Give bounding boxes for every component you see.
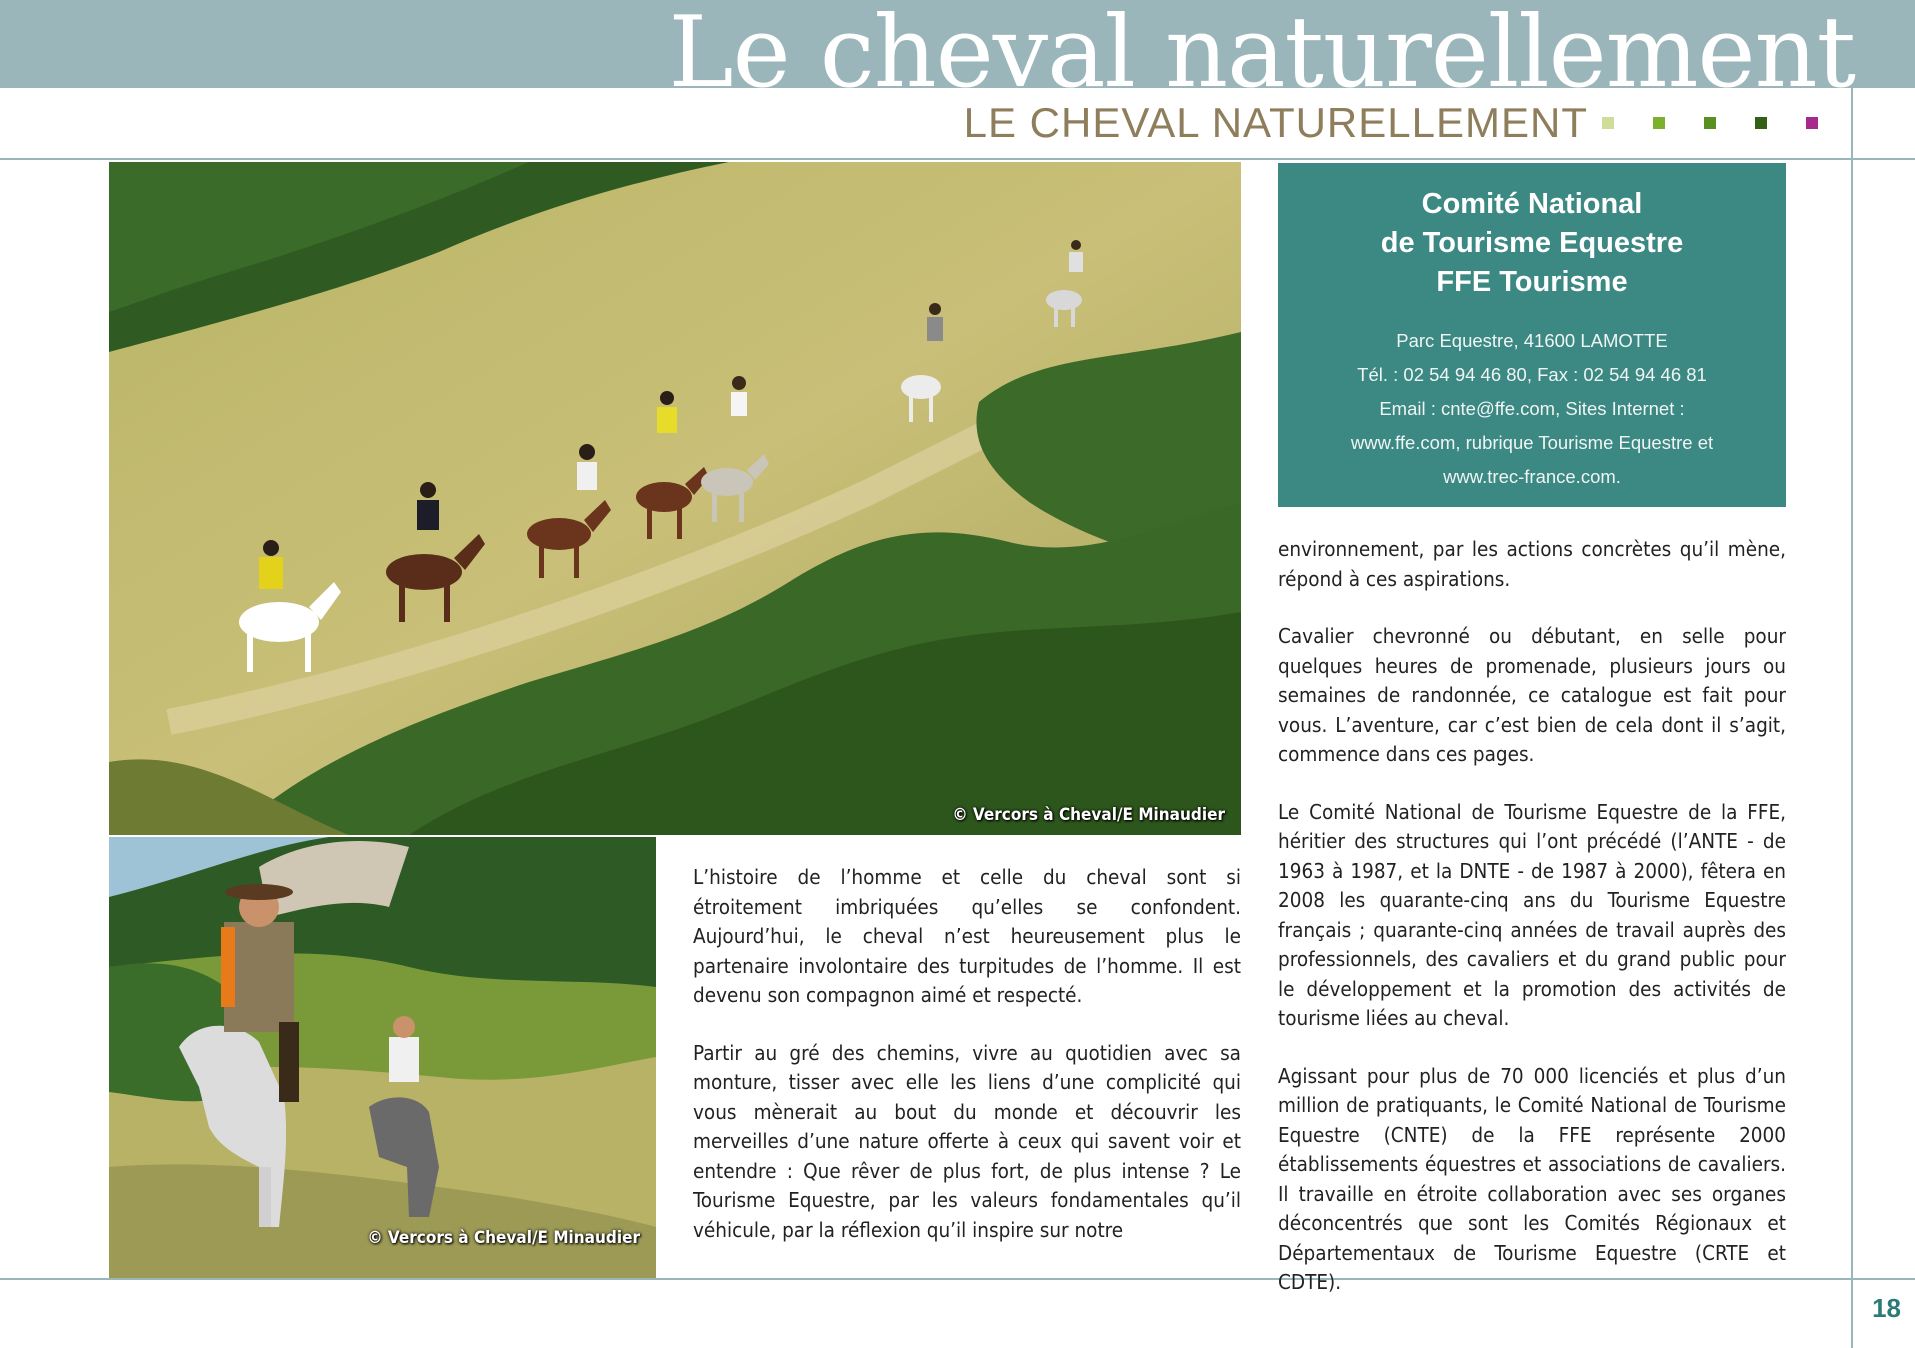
decor-square-2	[1653, 117, 1665, 129]
email: Email : cnte@ffe.com, Sites Internet :	[1379, 398, 1685, 419]
paragraph-4: Cavalier chevronné ou débutant, en selle pour quelques heures de promenade, plusieurs jours ou semaines de randonnée, ce catalogue est fait pour vous. L’aventure, car c’est bien de cela dont il s’agit, commence dans ces pages.	[1278, 624, 1786, 766]
decor-square-5	[1806, 117, 1818, 129]
decor-square-3	[1704, 117, 1716, 129]
contact-details	[1278, 324, 1786, 494]
bottom-photo-credit: © Vercors à Cheval/E Minaudier	[367, 1228, 640, 1248]
paragraph-6: Agissant pour plus de 70 000 licenciés et plus d’un million de pratiquants, le Comité National de Tourisme Equestre (CNTE) de la FFE représente 2000 établissements équestres et associations de cavaliers. Il travaille en étroite collaboration avec ses organes déconcentrés que sont les Comités Régionaux et Départementaux de Tourisme Equestre (CRTE et CDTE).	[1278, 1063, 1786, 1294]
page-subtitle: LE CHEVAL NATURELLEMENT	[963, 99, 1588, 146]
paragraph-3: environnement, par les actions concrètes qu’il mène, répond à ces aspirations.	[1278, 537, 1786, 591]
paragraph-1: L’histoire de l’homme et celle du cheval sont si étroitement imbriquées qu’elles se confondent. Aujourd’hui, le cheval n’est heureusement plus le partenaire involontaire des turpitudes de l’homme. Il est devenu son compagnon aimé et respecté.	[693, 865, 1241, 1007]
org-line-2: de Tourisme Equestre	[1380, 227, 1684, 259]
right-margin-rule	[1851, 88, 1853, 1348]
phone-fax: Tél. : 02 54 94 46 80, Fax : 02 54 94 46 81	[1357, 364, 1707, 385]
header-rule	[0, 158, 1915, 160]
paragraph-2: Partir au gré des chemins, vivre au quotidien avec sa monture, tisser avec elle les liens d’une complicité qui vous mènerait au bout du monde et découvrir les merveilles d’une nature offerte à ceux qui savent voir et entendre : Que rêver de plus fort, de plus intense ? Le Tourisme Equestre, par les valeurs fondamentales qu’il véhicule, par la réflexion qu’il inspire sur notre	[693, 1040, 1241, 1242]
organization-name	[1278, 185, 1786, 302]
top-photo-riders-meadow	[109, 162, 1241, 835]
org-line-1: Comité National	[1421, 188, 1643, 220]
header-band	[0, 0, 1915, 88]
website-1: www.ffe.com, rubrique Tourisme Equestre et	[1350, 432, 1714, 453]
decor-square-1	[1602, 117, 1614, 129]
right-text-column	[1278, 535, 1786, 1298]
page-big-title: Le cheval naturellement	[668, 0, 1855, 88]
page-number: 18	[1872, 1293, 1901, 1323]
address: Parc Equestre, 41600 LAMOTTE	[1396, 330, 1668, 351]
decor-square-4	[1755, 117, 1767, 129]
org-line-3: FFE Tourisme	[1436, 266, 1628, 298]
website-2: www.trec-france.com.	[1443, 466, 1621, 487]
paragraph-5: Le Comité National de Tourisme Equestre de la FFE, héritier des structures qui l’ont précédé (l’ANTE - de 1963 à 1987, et la DNTE - de 1987 à 2000), fêtera en 2008 les quarante-cinq ans du Tourisme Equestre français ; quarante-cinq années de travail auprès des professionnels, des cavaliers et du grand public pour le développement et la promotion des activités de tourisme liées au cheval.	[1278, 799, 1786, 1030]
bottom-photo-riders-closeup	[109, 837, 656, 1278]
left-text-column	[693, 863, 1241, 1245]
top-photo-credit: © Vercors à Cheval/E Minaudier	[952, 805, 1225, 825]
contact-infobox	[1278, 163, 1786, 507]
